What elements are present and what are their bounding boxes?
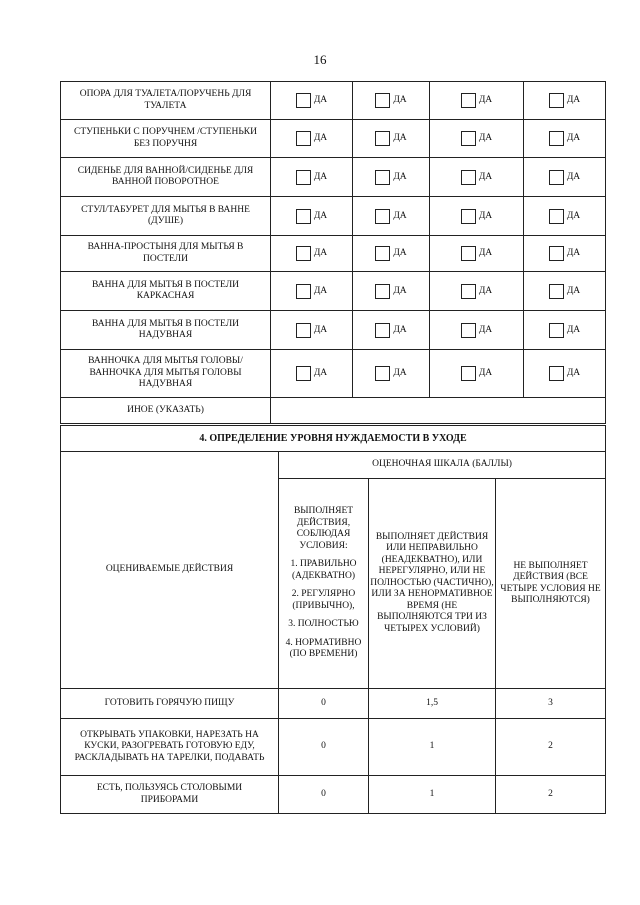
yes-checkbox-cell[interactable] (430, 158, 524, 197)
equipment-row (61, 350, 606, 398)
criteria-2: 2. РЕГУЛЯРНО (ПРИВЫЧНО), (291, 589, 356, 611)
score-cell: 1 (369, 719, 496, 776)
yes-checkbox-cell[interactable] (524, 197, 606, 236)
checkbox[interactable] (375, 209, 390, 224)
score-cell: 1,5 (369, 689, 496, 719)
criteria-3: 3. ПОЛНОСТЬЮ (288, 619, 359, 630)
yes-checkbox-cell[interactable] (524, 272, 606, 311)
yes-label: ДА (566, 132, 581, 143)
yes-label: ДА (313, 285, 328, 296)
checkbox[interactable] (461, 131, 476, 146)
checkbox[interactable] (296, 366, 311, 381)
yes-label: ДА (566, 171, 581, 182)
equipment-row (61, 236, 606, 272)
checkbox[interactable] (549, 284, 564, 299)
checkbox[interactable] (375, 93, 390, 108)
checkbox[interactable] (296, 284, 311, 299)
yes-label: ДА (393, 132, 407, 143)
yes-label: ДА (478, 210, 493, 221)
yes-checkbox-cell[interactable] (430, 197, 524, 236)
checkbox[interactable] (296, 323, 311, 338)
equipment-label: СТУПЕНЬКИ С ПОРУЧНЕМ /СТУПЕНЬКИ БЕЗ ПОРУЧНЯ (61, 120, 271, 158)
yes-label: ДА (313, 132, 328, 143)
score-cell: 2 (496, 719, 606, 776)
checkbox[interactable] (461, 93, 476, 108)
checkbox[interactable] (375, 284, 390, 299)
equipment-table (60, 81, 606, 424)
yes-checkbox-cell[interactable] (524, 236, 606, 272)
equipment-label: ВАННА ДЛЯ МЫТЬЯ В ПОСТЕЛИ КАРКАСНАЯ (61, 272, 271, 311)
yes-checkbox-cell[interactable] (271, 272, 353, 311)
yes-checkbox-cell[interactable] (271, 158, 353, 197)
yes-checkbox-cell[interactable] (353, 82, 430, 120)
yes-checkbox-cell[interactable] (271, 120, 353, 158)
action-label: ОТКРЫВАТЬ УПАКОВКИ, НАРЕЗАТЬ НА КУСКИ, РАЗОГРЕВАТЬ ГОТОВУЮ ЕДУ, РАСКЛАДЫВАТЬ НА ТАРЕЛКИ, ПОДАВАТЬ (61, 719, 279, 776)
yes-checkbox-cell[interactable] (524, 158, 606, 197)
score-row (61, 689, 606, 719)
other-input[interactable] (271, 398, 606, 424)
action-label: ГОТОВИТЬ ГОРЯЧУЮ ПИЩУ (61, 689, 279, 719)
equipment-label: ВАННА-ПРОСТЫНЯ ДЛЯ МЫТЬЯ В ПОСТЕЛИ (61, 236, 271, 272)
action-label: ЕСТЬ, ПОЛЬЗУЯСЬ СТОЛОВЫМИ ПРИБОРАМИ (61, 776, 279, 814)
yes-checkbox-cell[interactable] (430, 311, 524, 350)
criteria-intro: ВЫПОЛНЯЕТ ДЕЙСТВИЯ, СОБЛЮДАЯ УСЛОВИЯ: (293, 506, 354, 551)
checkbox[interactable] (461, 323, 476, 338)
yes-checkbox-cell[interactable] (353, 158, 430, 197)
yes-label: ДА (478, 247, 493, 258)
score-cell: 2 (496, 776, 606, 814)
checkbox[interactable] (375, 366, 390, 381)
other-row (61, 398, 606, 424)
checkbox[interactable] (375, 246, 390, 261)
yes-checkbox-cell[interactable] (271, 82, 353, 120)
yes-checkbox-cell[interactable] (353, 311, 430, 350)
yes-checkbox-cell[interactable] (353, 272, 430, 311)
yes-label: ДА (313, 324, 328, 335)
yes-checkbox-cell[interactable] (524, 311, 606, 350)
scale-header: ОЦЕНОЧНАЯ ШКАЛА (БАЛЛЫ) (279, 452, 606, 479)
equipment-row (61, 158, 606, 197)
checkbox[interactable] (296, 93, 311, 108)
yes-label: ДА (566, 324, 581, 335)
checkbox[interactable] (296, 131, 311, 146)
yes-label: ДА (393, 94, 407, 105)
yes-label: ДА (566, 94, 581, 105)
score-cell: 1 (369, 776, 496, 814)
yes-checkbox-cell[interactable] (271, 350, 353, 398)
criteria-1: 1. ПРАВИЛЬНО (АДЕКВАТНО) (290, 559, 357, 581)
equipment-row (61, 120, 606, 158)
checkbox[interactable] (375, 170, 390, 185)
yes-checkbox-cell[interactable] (353, 197, 430, 236)
yes-label: ДА (478, 94, 493, 105)
yes-label: ДА (313, 94, 328, 105)
yes-checkbox-cell[interactable] (430, 272, 524, 311)
yes-checkbox-cell[interactable] (524, 120, 606, 158)
score-row (61, 719, 606, 776)
yes-checkbox-cell[interactable] (524, 350, 606, 398)
page-number: 16 (313, 52, 327, 67)
equipment-label: СТУЛ/ТАБУРЕТ ДЛЯ МЫТЬЯ В ВАННЕ (ДУШЕ) (61, 197, 271, 236)
yes-checkbox-cell[interactable] (430, 236, 524, 272)
equipment-label: СИДЕНЬЕ ДЛЯ ВАННОЙ/СИДЕНЬЕ ДЛЯ ВАННОЙ ПОВОРОТНОЕ (61, 158, 271, 197)
yes-checkbox-cell[interactable] (271, 236, 353, 272)
yes-checkbox-cell[interactable] (271, 197, 353, 236)
criteria-col-2: ВЫПОЛНЯЕТ ДЕЙСТВИЯ ИЛИ НЕПРАВИЛЬНО (НЕАДЕКВАТНО), ИЛИ НЕРЕГУЛЯРНО, ИЛИ НЕ ПОЛНОСТЬЮ (ЧАСТИЧНО), ИЛИ ЗА НЕНОРМАТИВНОЕ ВРЕМЯ (НЕ ВЫПОЛНЯЮТСЯ ТРИ ИЗ ЧЕТЫРЕХ УСЛОВИЙ) (369, 479, 496, 689)
care-needs-table (60, 425, 606, 814)
equipment-label: ВАННА ДЛЯ МЫТЬЯ В ПОСТЕЛИ НАДУВНАЯ (61, 311, 271, 350)
score-cell: 3 (496, 689, 606, 719)
score-cell: 0 (279, 776, 369, 814)
yes-label: ДА (313, 210, 328, 221)
yes-label: ДА (566, 367, 581, 378)
score-row (61, 776, 606, 814)
yes-label: ДА (478, 171, 493, 182)
checkbox[interactable] (461, 170, 476, 185)
checkbox[interactable] (549, 323, 564, 338)
equipment-row (61, 82, 606, 120)
checkbox[interactable] (549, 366, 564, 381)
yes-checkbox-cell[interactable] (430, 120, 524, 158)
checkbox[interactable] (375, 323, 390, 338)
yes-checkbox-cell[interactable] (524, 82, 606, 120)
yes-checkbox-cell[interactable] (353, 350, 430, 398)
criteria-col-3: НЕ ВЫПОЛНЯЕТ ДЕЙСТВИЯ (ВСЕ ЧЕТЫРЕ УСЛОВИЯ НЕ ВЫПОЛНЯЮТСЯ) (496, 479, 606, 689)
yes-checkbox-cell[interactable] (353, 120, 430, 158)
yes-label: ДА (566, 285, 581, 296)
checkbox[interactable] (549, 170, 564, 185)
yes-label: ДА (313, 367, 328, 378)
equipment-label: ВАННОЧКА ДЛЯ МЫТЬЯ ГОЛОВЫ/ ВАННОЧКА ДЛЯ МЫТЬЯ ГОЛОВЫ НАДУВНАЯ (61, 350, 271, 398)
criteria-col-1 (279, 479, 369, 689)
yes-label: ДА (478, 324, 493, 335)
yes-checkbox-cell[interactable] (430, 350, 524, 398)
checkbox[interactable] (549, 93, 564, 108)
yes-label: ДА (393, 171, 407, 182)
checkbox[interactable] (461, 366, 476, 381)
yes-label: ДА (393, 367, 407, 378)
yes-label: ДА (393, 324, 407, 335)
yes-checkbox-cell[interactable] (353, 236, 430, 272)
yes-label: ДА (313, 171, 328, 182)
yes-label: ДА (393, 285, 407, 296)
yes-label: ДА (478, 367, 493, 378)
yes-label: ДА (393, 247, 407, 258)
score-cell: 0 (279, 689, 369, 719)
checkbox[interactable] (296, 246, 311, 261)
yes-label: ДА (566, 210, 581, 221)
criteria-4: 4. НОРМАТИВНО (ПО ВРЕМЕНИ) (285, 637, 362, 660)
yes-checkbox-cell[interactable] (271, 311, 353, 350)
yes-label: ДА (478, 132, 493, 143)
checkbox[interactable] (296, 209, 311, 224)
yes-label: ДА (566, 247, 581, 258)
yes-checkbox-cell[interactable] (430, 82, 524, 120)
checkbox[interactable] (461, 209, 476, 224)
checkbox[interactable] (549, 209, 564, 224)
checkbox[interactable] (296, 170, 311, 185)
equipment-row (61, 197, 606, 236)
yes-label: ДА (393, 210, 407, 221)
equipment-row (61, 311, 606, 350)
yes-label: ДА (313, 247, 328, 258)
equipment-row (61, 272, 606, 311)
checkbox[interactable] (549, 246, 564, 261)
score-cell: 0 (279, 719, 369, 776)
other-label: ИНОЕ (УКАЗАТЬ) (61, 398, 271, 424)
checkbox[interactable] (549, 131, 564, 146)
checkbox[interactable] (375, 131, 390, 146)
actions-header: ОЦЕНИВАЕМЫЕ ДЕЙСТВИЯ (61, 452, 279, 689)
checkbox[interactable] (461, 246, 476, 261)
section-title: 4. ОПРЕДЕЛЕНИЕ УРОВНЯ НУЖДАЕМОСТИ В УХОДЕ (61, 426, 606, 452)
equipment-label: ОПОРА ДЛЯ ТУАЛЕТА/ПОРУЧЕНЬ ДЛЯ ТУАЛЕТА (61, 82, 271, 120)
yes-label: ДА (478, 285, 493, 296)
checkbox[interactable] (461, 284, 476, 299)
